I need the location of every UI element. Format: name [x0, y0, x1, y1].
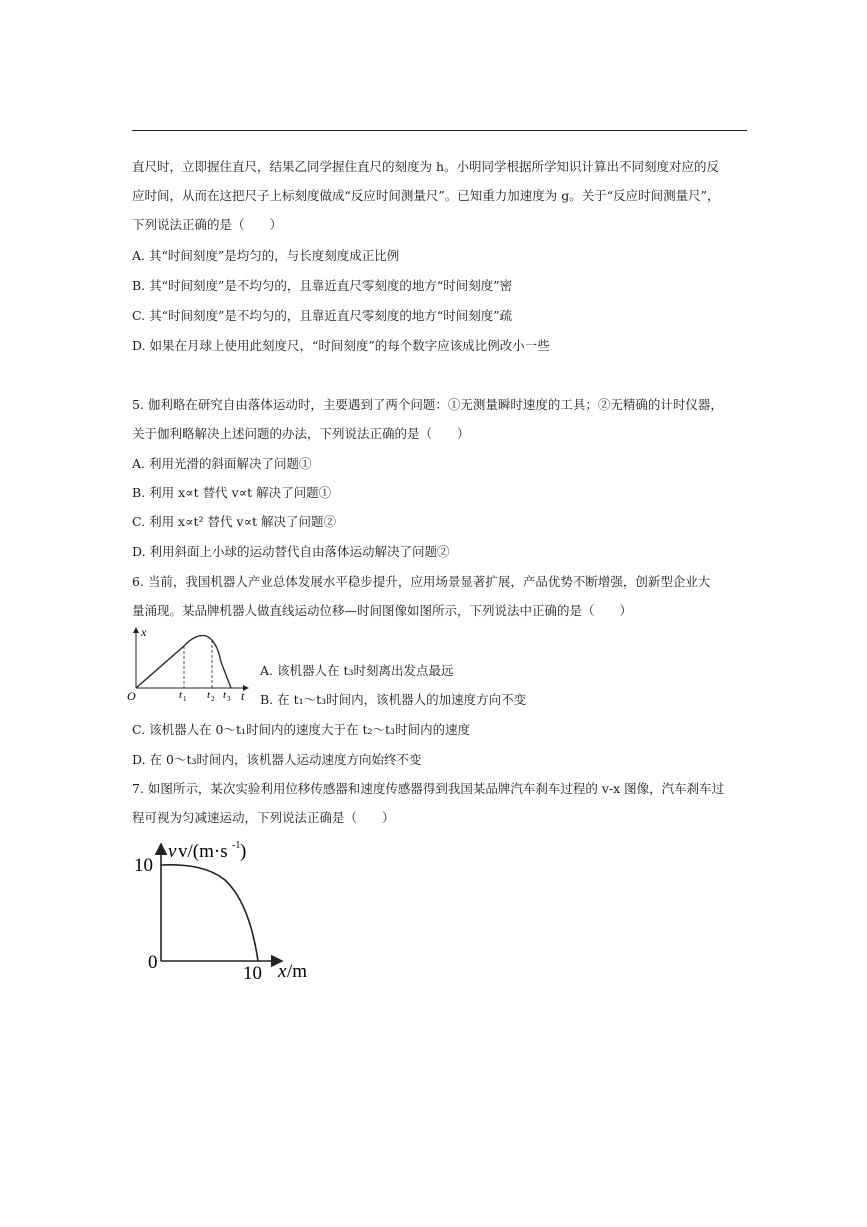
q4-stem-line1: 直尺时，立即握住直尺，结果乙同学握住直尺的刻度为 h。小明同学根据所学知识计算出不同刻度对应的反 [132, 159, 720, 174]
q6-t1-label: t [179, 689, 183, 701]
q7-y-exp: -1 [232, 840, 241, 851]
q7-velocity-displacement-graph [130, 836, 330, 986]
q6-t3-sub: 3 [227, 695, 231, 703]
q4-option-b: B. 其“时间刻度”是不均匀的，且靠近直尺零刻度的地方“时间刻度”密 [132, 278, 513, 293]
q7-stem-line2: 程可视为匀减速运动，下列说法正确是（ ） [132, 810, 395, 825]
q6-stem-line2: 量涌现。某品牌机器人做直线运动位移—时间图像如图所示，下列说法中正确的是（ ） [132, 603, 633, 618]
q6-option-d: D. 在 0～t₃时间内，该机器人运动速度方向始终不变 [132, 752, 422, 767]
q6-t-label: t [241, 689, 245, 703]
q4-option-d: D. 如果在月球上使用此刻度尺，“时间刻度”的每个数字应该成比例改小一些 [132, 338, 550, 353]
q6-option-c: C. 该机器人在 0～t₁时间内的速度大于在 t₂～t₃时间内的速度 [132, 722, 471, 737]
q6-t1-sub: 1 [183, 695, 187, 703]
q7-x-symbol: x [278, 961, 287, 982]
q4-option-a: A. 其“时间刻度”是均匀的，与长度刻度成正比例 [132, 248, 400, 263]
q7-stem-line1: 7. 如图所示，某次实验利用位移传感器和速度传感器得到我国某品牌汽车刹车过程的 v-x 图像，汽车刹车过 [132, 781, 725, 796]
q7-x-max-label: 10 [243, 963, 262, 984]
header-rule [132, 130, 747, 131]
q5-stem-line1: 5. 伽利略在研究自由落体运动时，主要遇到了两个问题：①无测量瞬时速度的工具；②无精确的计时仪器， [132, 397, 723, 412]
q4-stem-line2: 应时间，从而在这把尺子上标刻度做成“反应时间测量尺”。已知重力加速度为 g。关于“反应时间测量尺”， [132, 188, 720, 203]
q7-curve [161, 865, 258, 961]
q7-v-symbol: v [168, 841, 177, 862]
q5-option-a: A. 利用光滑的斜面解决了问题① [132, 456, 312, 471]
q6-stem-line1: 6. 当前，我国机器人产业总体发展水平稳步提升，应用场景显著扩展，产品优势不断增强，创新型企业大 [132, 574, 711, 589]
q6-position-time-graph [124, 622, 254, 704]
q4-stem-line3: 下列说法正确的是（ ） [132, 217, 283, 232]
q6-option-a: A. 该机器人在 t₃时刻离出发点最远 [260, 663, 454, 678]
q6-y-label: x [141, 625, 147, 639]
q6-t2-sub: 2 [211, 695, 215, 703]
q6-origin-label: O [127, 689, 136, 703]
q6-t3-label: t [223, 689, 227, 701]
q4-option-c: C. 其“时间刻度”是不均匀的，且靠近直尺零刻度的地方“时间刻度”疏 [132, 308, 513, 323]
q5-option-c: C. 利用 x∝t² 替代 v∝t 解决了问题② [132, 514, 337, 529]
q7-origin-label: 0 [148, 952, 158, 973]
q6-option-b: B. 在 t₁～t₃时间内，该机器人的加速度方向不变 [260, 692, 527, 707]
q6-curve [136, 635, 231, 688]
q5-option-d: D. 利用斜面上小球的运动替代自由落体运动解决了问题② [132, 544, 450, 559]
q6-t2-label: t [207, 689, 211, 701]
q7-y-max-label: 10 [134, 855, 153, 876]
q7-x-unit: /m [287, 961, 308, 982]
q7-y-close: ) [240, 841, 247, 862]
q5-option-b: B. 利用 x∝t 替代 v∝t 解决了问题① [132, 485, 332, 500]
q7-y-label: v/(m·s [178, 841, 228, 862]
q5-stem-line2: 关于伽利略解决上述问题的办法，下列说法正确的是（ ） [132, 426, 470, 441]
